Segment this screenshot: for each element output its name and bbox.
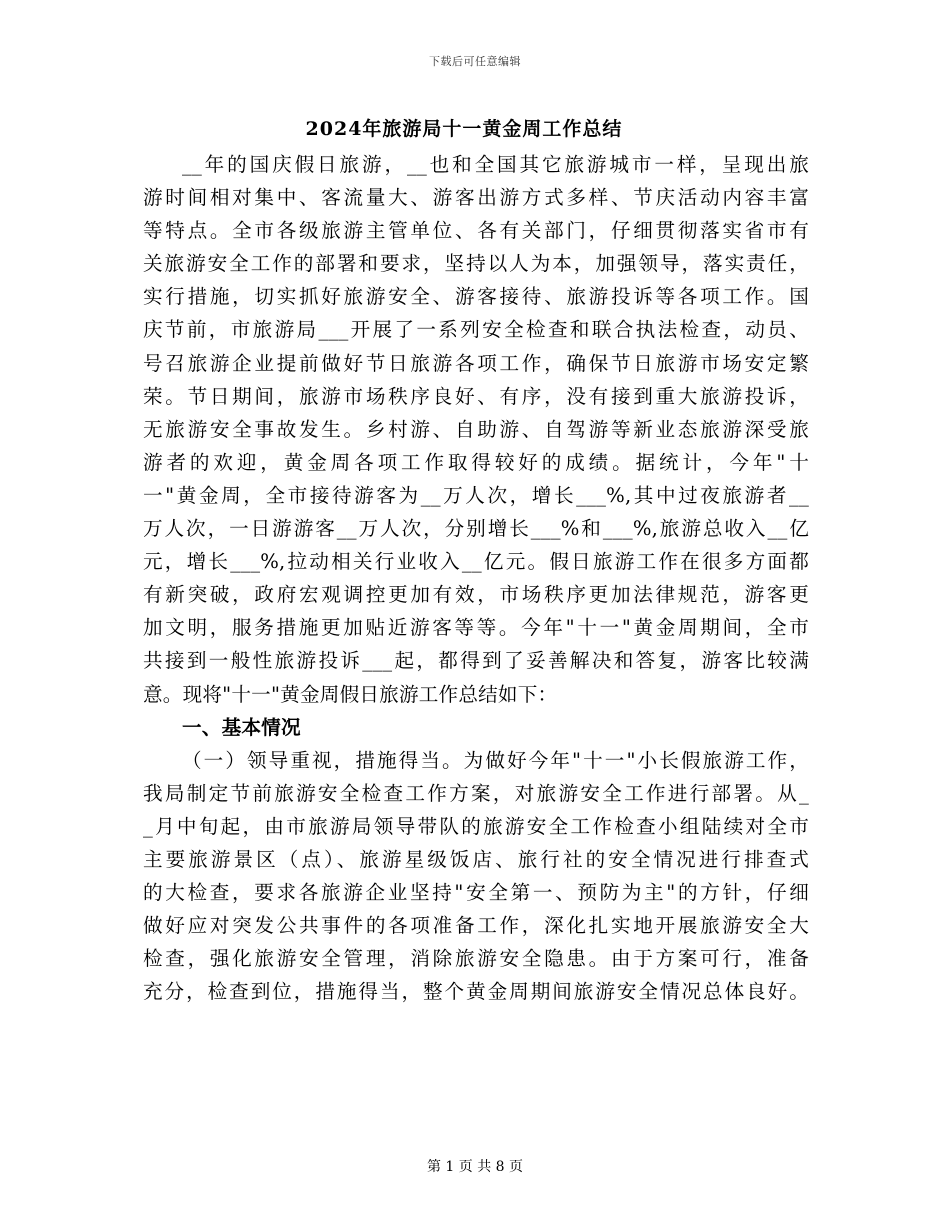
page-footer: 第 1 页 共 8 页 — [426, 1159, 524, 1175]
paragraph-line: 意。现将"十一"黄金周假日旅游工作总结如下： — [143, 682, 558, 706]
paragraph-line: 关旅游安全工作的部署和要求，坚持以人为本，加强领导，落实责任， — [143, 252, 809, 276]
paragraph-line: 充分，检查到位，措施得当，整个黄金周期间旅游安全情况总体良好。 — [143, 980, 809, 1004]
paragraph-line: 号召旅游企业提前做好节日旅游各项工作，确保节日旅游市场安定繁 — [143, 351, 809, 375]
paragraph-line: 我局制定节前旅游安全检查工作方案，对旅游安全工作进行部署。从_ — [143, 781, 809, 805]
section-heading: 一、基本情况 — [182, 715, 301, 739]
paragraph-line: 游者的欢迎，黄金周各项工作取得较好的成绩。据统计，今年"十 — [143, 450, 809, 474]
paragraph-line: 游时间相对集中、客流量大、游客出游方式多样、节庆活动内容丰富 — [143, 186, 809, 210]
paragraph-line: __年的国庆假日旅游，__也和全国其它旅游城市一样，呈现出旅 — [182, 153, 809, 176]
paragraph-line: 一"黄金周，全市接待游客为__万人次，增长___%,其中过夜旅游者__ — [143, 483, 809, 507]
paragraph-line: _月中旬起，由市旅游局领导带队的旅游安全工作检查小组陆续对全市 — [143, 814, 809, 838]
paragraph-line: 庆节前，市旅游局___开展了一系列安全检查和联合执法检查，动员、 — [143, 318, 809, 342]
header-note: 下载后可任意编辑 — [429, 55, 521, 68]
paragraph-line: 检查，强化旅游安全管理，消除旅游安全隐患。由于方案可行，准备 — [143, 947, 809, 971]
paragraph-line: 做好应对突发公共事件的各项准备工作，深化扎实地开展旅游安全大 — [143, 914, 809, 938]
paragraph-line: （一）领导重视，措施得当。为做好今年"十一"小长假旅游工作， — [182, 748, 809, 772]
paragraph-line: 主要旅游景区（点）、旅游星级饭店、旅行社的安全情况进行排查式 — [143, 847, 809, 871]
paragraph-line: 荣。节日期间，旅游市场秩序良好、有序，没有接到重大旅游投诉， — [143, 384, 809, 408]
paragraph-line: 实行措施，切实抓好旅游安全、游客接待、旅游投诉等各项工作。国 — [143, 285, 809, 309]
paragraph-line: 共接到一般性旅游投诉___起，都得到了妥善解决和答复，游客比较满 — [143, 649, 809, 673]
paragraph-line: 加文明，服务措施更加贴近游客等等。今年"十一"黄金周期间，全市 — [143, 616, 809, 640]
paragraph-line: 万人次，一日游游客__万人次，分别增长___%和___%,旅游总收入__亿 — [143, 517, 809, 541]
paragraph-line: 有新突破，政府宏观调控更加有效，市场秩序更加法律规范，游客更 — [143, 583, 809, 607]
paragraph-line: 无旅游安全事故发生。乡村游、自助游、自驾游等新业态旅游深受旅 — [143, 417, 809, 441]
document-body — [143, 148, 809, 1008]
paragraph-line: 的大检查，要求各旅游企业坚持"安全第一、预防为主"的方针，仔细 — [143, 881, 809, 905]
paragraph-line: 元，增长___%,拉动相关行业收入__亿元。假日旅游工作在很多方面都 — [143, 550, 809, 574]
paragraph-line: 等特点。全市各级旅游主管单位、各有关部门，仔细贯彻落实省市有 — [143, 219, 809, 243]
page-title: 2024年旅游局十一黄金周工作总结 — [305, 118, 623, 140]
